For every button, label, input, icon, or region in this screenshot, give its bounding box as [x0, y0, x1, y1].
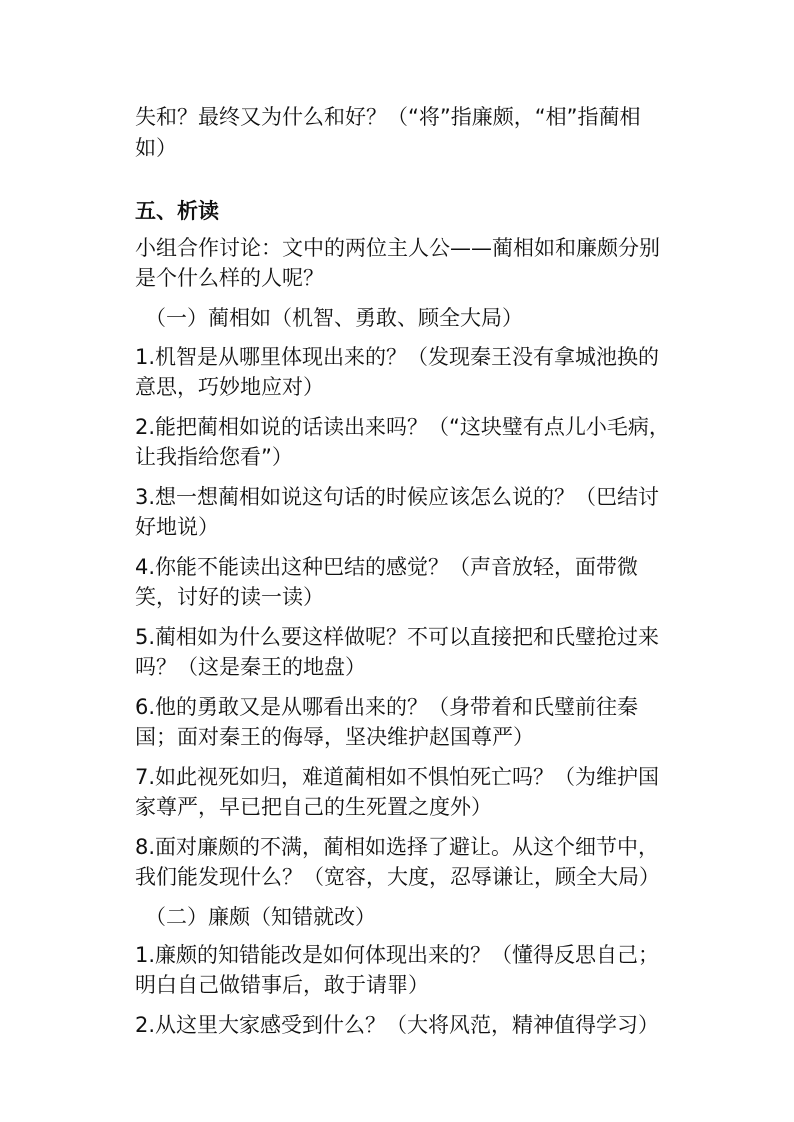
part1-q6-line-2: 国；面对秦王的侮辱，坚决维护赵国尊严） [135, 725, 534, 749]
part2-title: （二）廉颇（知错就改） [145, 905, 376, 929]
intro-line-1: 失和？最终又为什么和好？（“将”指廉颇，“相”指蔺相 [135, 105, 641, 129]
part1-q2-line-1: 2.能把蔺相如说的话读出来吗？（“这块璧有点儿小毛病， [135, 415, 670, 439]
section-heading: 五、析读 [135, 199, 219, 223]
part1-q5-line-1: 5.蔺相如为什么要这样做呢？不可以直接把和氏璧抢过来 [135, 625, 660, 649]
discussion-prompt-line-2: 是个什么样的人呢？ [135, 266, 324, 290]
part1-q5-line-2: 吗？（这是秦王的地盘） [135, 655, 366, 679]
part1-q3-line-1: 3.想一想蔺相如说这句话的时候应该怎么说的？（巴结讨 [135, 485, 660, 509]
part1-q8-line-2: 我们能发现什么？（宽容，大度，忍辱谦让，顾全大局） [135, 865, 660, 889]
part1-q7-line-1: 7.如此视死如归，难道蔺相如不惧怕死亡吗？（为维护国 [135, 765, 660, 789]
part1-q2-line-2: 让我指给您看”） [135, 445, 293, 469]
part1-q4-line-1: 4.你能不能读出这种巴结的感觉？（声音放轻，面带微 [135, 555, 639, 579]
part2-q1-line-2: 明白自己做错事后，敢于请罪） [135, 973, 429, 997]
part1-q1-line-1: 1.机智是从哪里体现出来的？（发现秦王没有拿城池换的 [135, 345, 660, 369]
intro-line-2: 如） [135, 136, 177, 160]
part2-q1-line-1: 1.廉颇的知错能改是如何体现出来的？（懂得反思自己； [135, 943, 660, 967]
part1-q3-line-2: 好地说） [135, 515, 219, 539]
part1-title: （一）蔺相如（机智、勇敢、顾全大局） [145, 306, 523, 330]
part1-q8-line-1: 8.面对廉颇的不满，蔺相如选择了避让。从这个细节中， [135, 835, 660, 859]
part1-q4-line-2: 笑，讨好的读一读） [135, 585, 324, 609]
part1-q1-line-2: 意思，巧妙地应对） [135, 375, 324, 399]
discussion-prompt-line-1: 小组合作讨论：文中的两位主人公——蔺相如和廉颇分别 [135, 236, 660, 260]
part1-q7-line-2: 家尊严，早已把自己的生死置之度外） [135, 795, 492, 819]
part2-q2-line-1: 2.从这里大家感受到什么？（大将风范，精神值得学习） [135, 1013, 660, 1037]
part1-q6-line-1: 6.他的勇敢又是从哪看出来的？（身带着和氏璧前往秦 [135, 695, 639, 719]
